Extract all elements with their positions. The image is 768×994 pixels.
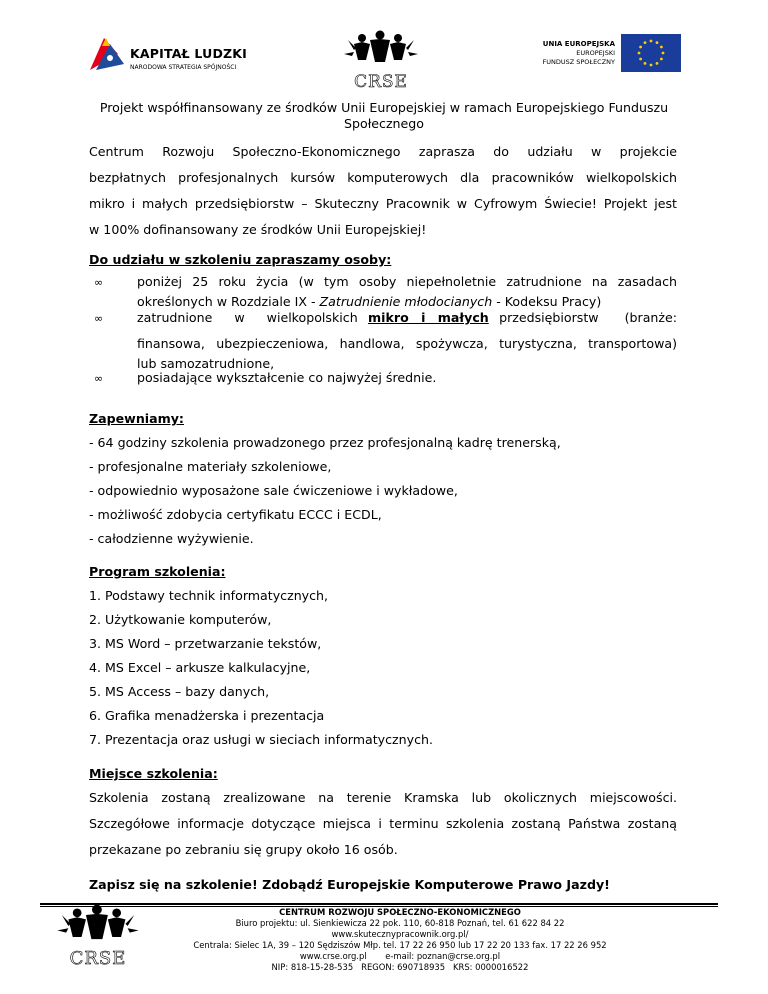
footer-line-4: www.crse.org.pl e-mail: poznan@crse.org.pl (299, 951, 501, 961)
cofinance-line-2: Społecznego (344, 116, 424, 131)
crse-people-icon (340, 30, 422, 70)
b1-line2-italic: Zatrudnienie młodocianych (319, 294, 493, 309)
participants-b2-line1 (137, 310, 677, 325)
footer-line-3: Centrala: Sielec 1A, 39 – 120 Sędziszów Młp. tel. 17 22 26 950 lub 17 22 20 133 fax. 17 22 26 952 (193, 940, 607, 950)
program-heading: Program szkolenia: (89, 564, 226, 579)
invite-line-1: Centrum Rozwoju Społeczno-Ekonomicznego zaprasza do udziału w projekcie (89, 144, 677, 159)
footer-line-5: NIP: 818-15-28-535 REGON: 690718935 KRS: 0000016522 (271, 962, 529, 972)
location-heading: Miejsce szkolenia: (89, 766, 218, 781)
crse-logo-text: CRSE (69, 948, 127, 969)
footer-contact (140, 907, 660, 973)
crse-logo-bottom (53, 904, 143, 968)
kapital-ludzki-title: KAPITAŁ LUDZKI (130, 46, 248, 61)
offer-item: - profesjonalne materiały szkoleniowe, (89, 459, 332, 474)
location-line-2: Szczegółowe informacje dotyczące miejsca i terminu szkolenia zostaną Państwa zostaną (89, 816, 677, 831)
crse-logo-text: CRSE (354, 72, 408, 92)
participants-b1-line2 (137, 294, 601, 309)
offer-item: - odpowiednio wyposażone sale ćwiczeniowe i wykładowe, (89, 483, 458, 498)
b2-line1-bold: mikro i małych (368, 310, 489, 325)
eu-fund-label (515, 40, 615, 67)
crse-logo-top (340, 30, 422, 92)
kapital-ludzki-subtitle: NARODOWA STRATEGIA SPÓJNOŚCI (130, 64, 237, 71)
offer-item: - możliwość zdobycia certyfikatu ECCC i ECDL, (89, 507, 382, 522)
invite-line-4: w 100% dofinansowany ze środków Unii Europejskiej! (89, 222, 427, 237)
program-item: 6. Grafika menadżerska i prezentacja (89, 708, 325, 723)
participants-b1-line1: poniżej 25 roku życia (w tym osoby niepełnoletnie zatrudnione na zasadach (137, 274, 677, 289)
participants-b3: posiadające wykształcenie co najwyżej średnie. (137, 370, 437, 385)
kapital-ludzki-flag-icon (88, 34, 126, 72)
eu-flag-icon (621, 34, 681, 72)
b1-line2-a: określonych w Rozdziale IX - (137, 294, 320, 309)
bullet-icon: ∞ (94, 372, 104, 385)
program-item: 1. Podstawy technik informatycznych, (89, 588, 329, 603)
location-line-3: przekazane po zebraniu się grupy około 16 osób. (89, 842, 398, 857)
b1-line2-b: - Kodeksu Pracy) (492, 294, 602, 309)
cofinance-line-1: Projekt współfinansowany ze środków Unii Europejskiej w ramach Europejskiego Funduszu (99, 100, 669, 115)
participants-heading: Do udziału w szkoleniu zapraszamy osoby: (89, 252, 392, 267)
participants-b2-line3: lub samozatrudnione, (137, 356, 275, 371)
b2-line1-b: przedsiębiorstw (branże: (499, 310, 677, 325)
eu-label-line3: FUNDUSZ SPOŁECZNY (542, 58, 615, 66)
footer-line-2: www.skutecznypracownik.org.pl/ (331, 929, 469, 939)
offer-heading: Zapewniamy: (89, 411, 184, 426)
invite-line-3: mikro i małych przedsiębiorstw – Skuteczny Pracownik w Cyfrowym Świecie! Projekt jest (89, 196, 677, 211)
call-to-action: Zapisz się na szkolenie! Zdobądź Europejskie Komputerowe Prawo Jazdy! (89, 877, 610, 892)
program-item: 5. MS Access – bazy danych, (89, 684, 270, 699)
footer-line-1: Biuro projektu: ul. Sienkiewicza 22 pok. 110, 60-818 Poznań, tel. 61 622 84 22 (235, 918, 565, 928)
eu-label-line1: UNIA EUROPEJSKA (542, 40, 615, 48)
offer-item: - 64 godziny szkolenia prowadzonego przez profesjonalną kadrę trenerską, (89, 435, 561, 450)
eu-label-line2: EUROPEJSKI (576, 49, 615, 57)
offer-item: - całodzienne wyżywienie. (89, 531, 254, 546)
participants-b2-line2: finansowa, ubezpieczeniowa, handlowa, spożywcza, turystyczna, transportowa) (137, 336, 677, 351)
location-line-1: Szkolenia zostaną zrealizowane na terenie Kramska lub okolicznych miejscowości. (89, 790, 677, 805)
kapital-ludzki-logo (88, 34, 258, 80)
program-item: 3. MS Word – przetwarzanie tekstów, (89, 636, 322, 651)
bullet-icon: ∞ (94, 276, 104, 289)
program-item: 4. MS Excel – arkusze kalkulacyjne, (89, 660, 311, 675)
footer-title: CENTRUM ROZWOJU SPOŁECZNO-EKONOMICZNEGO (279, 907, 521, 917)
bullet-icon: ∞ (94, 312, 104, 325)
invite-line-2: bezpłatnych profesjonalnych kursów komputerowych dla pracowników wielkopolskich (89, 170, 677, 185)
program-item: 7. Prezentacja oraz usługi w sieciach informatycznych. (89, 732, 433, 747)
program-item: 2. Użytkowanie komputerów, (89, 612, 272, 627)
b2-line1-a: zatrudnione w wielkopolskich (137, 310, 358, 325)
